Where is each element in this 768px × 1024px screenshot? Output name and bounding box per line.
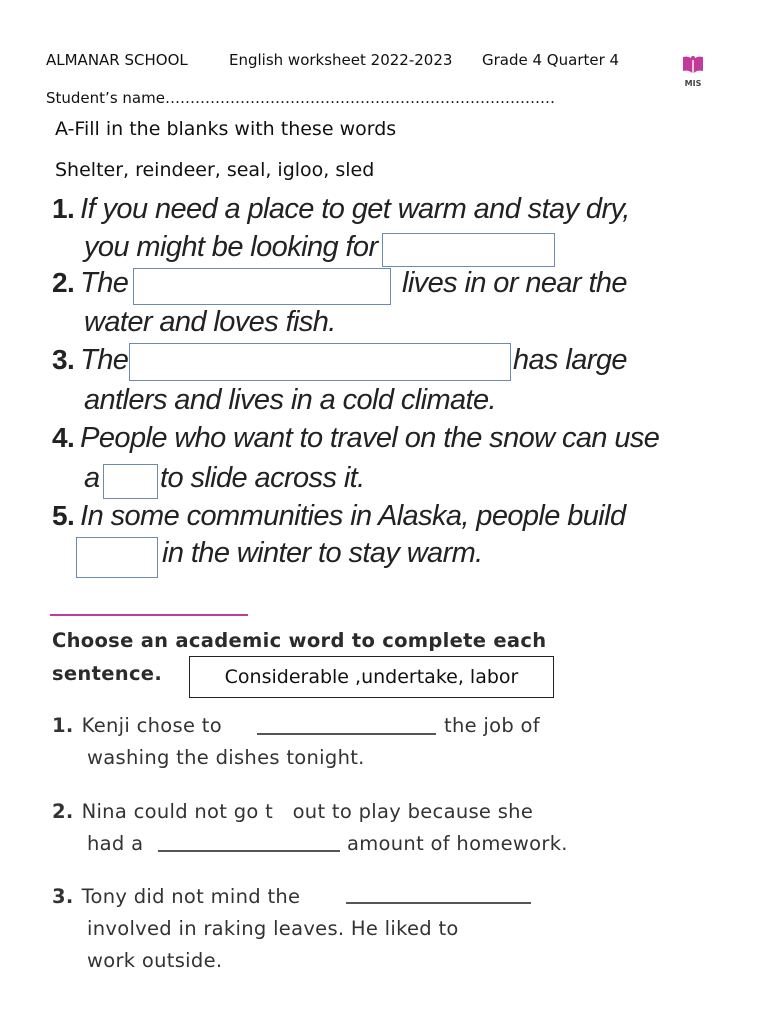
a-item-2-line2: water and loves fish.: [84, 306, 336, 338]
a-item-4-blank[interactable]: [103, 464, 158, 499]
a-item-5-blank[interactable]: [76, 537, 158, 578]
a-item-4-number: 4.: [52, 422, 75, 453]
section-b-title-line1: Choose an academic word to complete each: [52, 629, 547, 652]
a-item-2-before: The: [80, 267, 129, 299]
word-bank: Shelter, reindeer, seal, igloo, sled: [55, 159, 375, 181]
a-item-4-after: to slide across it.: [160, 462, 365, 494]
b-item-3-blank[interactable]: [346, 902, 531, 904]
b-item-1-line2: washing the dishes tonight.: [87, 746, 365, 769]
a-item-5-number: 5.: [52, 500, 75, 531]
b-item-2-number: 2.: [52, 800, 74, 823]
b-item-2-before: had a: [87, 832, 144, 855]
b-item-2-after: amount of homework.: [347, 832, 568, 855]
a-item-2-after: lives in or near the: [402, 267, 627, 299]
a-item-2-number: 2.: [52, 267, 75, 298]
a-item-2-blank[interactable]: [133, 268, 391, 305]
worksheet-title: English worksheet 2022-2023: [229, 51, 453, 69]
a-item-3-after: has large: [513, 344, 627, 376]
logo-text: MIS: [684, 79, 702, 88]
student-name-field[interactable]: Student’s name……………………………………………………………………: [46, 89, 555, 107]
b-item-2-text: Nina could not go t out to play because she: [81, 800, 534, 823]
a-item-4-text: People who want to travel on the snow can use: [80, 422, 660, 454]
b-item-2-blank[interactable]: [158, 850, 340, 852]
b-item-3-number: 3.: [52, 885, 74, 908]
academic-word-box: Considerable ,undertake, labor: [189, 656, 554, 698]
b-item-3-line2: involved in raking leaves. He liked to: [87, 917, 459, 940]
section-divider: [50, 614, 248, 616]
a-item-4-before: a: [84, 462, 100, 494]
b-item-1-after: the job of: [444, 714, 540, 737]
a-item-1-text: If you need a place to get warm and stay dry,: [80, 193, 630, 225]
a-item-3-number: 3.: [52, 344, 75, 375]
b-item-1-line1: [52, 714, 222, 737]
a-item-1-number: 1.: [52, 193, 75, 224]
book-logo-icon: [681, 54, 705, 76]
section-a-instruction: A-Fill in the blanks with these words: [55, 118, 397, 140]
a-item-2-line1: [52, 267, 128, 300]
a-item-1-blank[interactable]: [382, 233, 555, 267]
school-name: ALMANAR SCHOOL: [46, 51, 188, 69]
grade-label: Grade 4 Quarter 4: [482, 51, 620, 69]
b-item-1-number: 1.: [52, 714, 74, 737]
a-item-5-text: In some communities in Alaska, people build: [80, 500, 626, 532]
a-item-5-line1: [52, 500, 626, 533]
a-item-4-line1: [52, 422, 659, 455]
a-item-3-blank[interactable]: [129, 343, 511, 381]
section-b-title-line2: sentence.: [52, 662, 163, 685]
a-item-5-after: in the winter to stay warm.: [162, 537, 483, 569]
b-item-3-line3: work outside.: [87, 949, 223, 972]
a-item-3-before: The: [80, 344, 129, 376]
a-item-3-line2: antlers and lives in a cold climate.: [84, 384, 496, 416]
b-item-2-line1: [52, 800, 533, 823]
b-item-1-before: Kenji chose to: [81, 714, 222, 737]
b-item-3-before: Tony did not mind the: [81, 885, 301, 908]
b-item-1-blank[interactable]: [257, 733, 436, 735]
a-item-1-line1: [52, 193, 630, 226]
a-item-3-line1: [52, 344, 128, 377]
a-item-1-line2: you might be looking for: [84, 231, 378, 263]
b-item-3-line1: [52, 885, 300, 908]
school-logo: [681, 54, 705, 90]
